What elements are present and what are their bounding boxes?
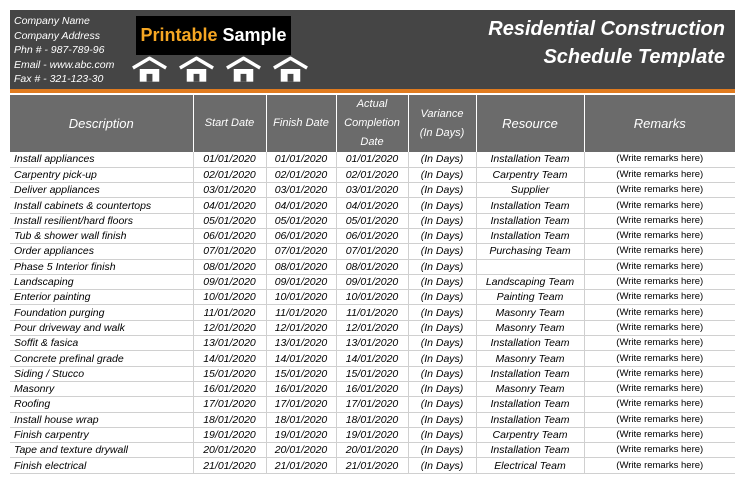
table-row	[10, 290, 735, 305]
cell-resource[interactable]: Carpentry Team	[476, 427, 584, 442]
cell-variance[interactable]: (In Days)	[408, 259, 476, 274]
cell-description[interactable]: Deliver appliances	[10, 183, 193, 198]
cell-description[interactable]: Enterior painting	[10, 290, 193, 305]
col-header-start-date: Start Date	[193, 95, 266, 152]
cell-variance[interactable]: (In Days)	[408, 274, 476, 289]
cell-finish-date[interactable]: 04/01/2020	[266, 198, 336, 213]
cell-actual-date[interactable]: 16/01/2020	[336, 381, 408, 396]
house-icon	[271, 54, 310, 84]
cell-start-date[interactable]: 11/01/2020	[193, 305, 266, 320]
cell-remarks[interactable]: (Write remarks here)	[584, 152, 735, 167]
cell-resource[interactable]: Painting Team	[476, 290, 584, 305]
cell-resource[interactable]: Installation Team	[476, 443, 584, 458]
cell-description[interactable]: Landscaping	[10, 274, 193, 289]
cell-remarks[interactable]: (Write remarks here)	[584, 183, 735, 198]
cell-remarks[interactable]: (Write remarks here)	[584, 167, 735, 182]
cell-variance[interactable]: (In Days)	[408, 305, 476, 320]
cell-actual-date[interactable]: 05/01/2020	[336, 213, 408, 228]
actual-line-3: Date	[360, 136, 384, 148]
cell-resource[interactable]: Masonry Team	[476, 351, 584, 366]
cell-actual-date[interactable]: 08/01/2020	[336, 259, 408, 274]
cell-remarks[interactable]: (Write remarks here)	[584, 213, 735, 228]
cell-remarks[interactable]: (Write remarks here)	[584, 274, 735, 289]
cell-resource[interactable]: Installation Team	[476, 366, 584, 381]
cell-resource[interactable]: Supplier	[476, 183, 584, 198]
cell-resource[interactable]: Installation Team	[476, 198, 584, 213]
table-row	[10, 244, 735, 259]
cell-resource[interactable]: Installation Team	[476, 228, 584, 243]
title-line-1: Residential Construction	[488, 18, 725, 40]
cell-description[interactable]: Foundation purging	[10, 305, 193, 320]
cell-remarks[interactable]: (Write remarks here)	[584, 458, 735, 473]
cell-variance[interactable]: (In Days)	[408, 320, 476, 335]
cell-description[interactable]: Order appliances	[10, 244, 193, 259]
cell-description[interactable]: Install house wrap	[10, 412, 193, 427]
cell-actual-date[interactable]: 03/01/2020	[336, 183, 408, 198]
table-row	[10, 274, 735, 289]
table-row	[10, 183, 735, 198]
table-header-row	[10, 95, 735, 152]
table-row	[10, 259, 735, 274]
cell-start-date[interactable]: 19/01/2020	[193, 427, 266, 442]
cell-actual-date[interactable]: 09/01/2020	[336, 274, 408, 289]
col-header-description: Description	[10, 95, 193, 152]
cell-resource[interactable]: Installation Team	[476, 336, 584, 351]
page-title	[488, 15, 725, 71]
cell-resource[interactable]: Purchasing Team	[476, 244, 584, 259]
cell-start-date[interactable]: 07/01/2020	[193, 244, 266, 259]
cell-remarks[interactable]: (Write remarks here)	[584, 412, 735, 427]
table-row	[10, 397, 735, 412]
cell-actual-date[interactable]: 20/01/2020	[336, 443, 408, 458]
cell-variance[interactable]: (In Days)	[408, 366, 476, 381]
cell-remarks[interactable]: (Write remarks here)	[584, 244, 735, 259]
cell-description[interactable]: Phase 5 Interior finish	[10, 259, 193, 274]
cell-resource[interactable]: Masonry Team	[476, 320, 584, 335]
cell-finish-date[interactable]: 18/01/2020	[266, 412, 336, 427]
cell-start-date[interactable]: 16/01/2020	[193, 381, 266, 396]
cell-finish-date[interactable]: 08/01/2020	[266, 259, 336, 274]
cell-variance[interactable]: (In Days)	[408, 244, 476, 259]
cell-start-date[interactable]: 09/01/2020	[193, 274, 266, 289]
house-icons	[130, 54, 310, 84]
cell-actual-date[interactable]: 14/01/2020	[336, 351, 408, 366]
cell-resource[interactable]: Installation Team	[476, 397, 584, 412]
company-phone: Phn # - 987-789-96	[14, 44, 105, 57]
cell-remarks[interactable]: (Write remarks here)	[584, 290, 735, 305]
cell-actual-date[interactable]: 10/01/2020	[336, 290, 408, 305]
cell-finish-date[interactable]: 16/01/2020	[266, 381, 336, 396]
table-row	[10, 198, 735, 213]
table-row	[10, 351, 735, 366]
cell-finish-date[interactable]: 02/01/2020	[266, 167, 336, 182]
table-row	[10, 427, 735, 442]
accent-divider	[10, 89, 735, 93]
cell-remarks[interactable]: (Write remarks here)	[584, 427, 735, 442]
cell-finish-date[interactable]: 14/01/2020	[266, 351, 336, 366]
logo-text-printable: Printable	[140, 25, 218, 45]
company-info	[14, 14, 114, 87]
cell-description[interactable]: Pour driveway and walk	[10, 320, 193, 335]
cell-resource[interactable]: Carpentry Team	[476, 167, 584, 182]
company-email: Email - www.abc.com	[14, 58, 115, 71]
table-row	[10, 366, 735, 381]
cell-finish-date[interactable]: 05/01/2020	[266, 213, 336, 228]
cell-start-date[interactable]: 10/01/2020	[193, 290, 266, 305]
cell-actual-date[interactable]: 19/01/2020	[336, 427, 408, 442]
house-icon	[224, 54, 263, 84]
col-header-finish-date: Finish Date	[266, 95, 336, 152]
cell-start-date[interactable]: 15/01/2020	[193, 366, 266, 381]
col-header-remarks: Remarks	[584, 95, 735, 152]
cell-actual-date[interactable]: 18/01/2020	[336, 412, 408, 427]
table-row	[10, 213, 735, 228]
cell-actual-date[interactable]: 21/01/2020	[336, 458, 408, 473]
cell-start-date[interactable]: 08/01/2020	[193, 259, 266, 274]
cell-description[interactable]: Soffit & fasica	[10, 336, 193, 351]
cell-description[interactable]: Finish electrical	[10, 458, 193, 473]
cell-resource[interactable]	[476, 259, 584, 274]
cell-resource[interactable]: Landscaping Team	[476, 274, 584, 289]
cell-remarks[interactable]: (Write remarks here)	[584, 259, 735, 274]
cell-finish-date[interactable]: 10/01/2020	[266, 290, 336, 305]
cell-resource[interactable]: Installation Team	[476, 412, 584, 427]
company-name: Company Name	[14, 15, 90, 27]
table-row	[10, 336, 735, 351]
cell-start-date[interactable]: 14/01/2020	[193, 351, 266, 366]
logo-text-sample: Sample	[222, 25, 287, 45]
table-row	[10, 167, 735, 182]
cell-actual-date[interactable]: 04/01/2020	[336, 198, 408, 213]
page-header	[10, 10, 735, 89]
cell-variance[interactable]: (In Days)	[408, 412, 476, 427]
cell-remarks[interactable]: (Write remarks here)	[584, 228, 735, 243]
cell-start-date[interactable]: 12/01/2020	[193, 320, 266, 335]
cell-remarks[interactable]: (Write remarks here)	[584, 198, 735, 213]
cell-remarks[interactable]: (Write remarks here)	[584, 397, 735, 412]
cell-description[interactable]: Install resilient/hard floors	[10, 213, 193, 228]
cell-description[interactable]: Finish carpentry	[10, 427, 193, 442]
cell-remarks[interactable]: (Write remarks here)	[584, 336, 735, 351]
col-header-resource: Resource	[476, 95, 584, 152]
cell-variance[interactable]: (In Days)	[408, 458, 476, 473]
cell-resource[interactable]: Masonry Team	[476, 305, 584, 320]
table-row	[10, 152, 735, 167]
cell-variance[interactable]: (In Days)	[408, 228, 476, 243]
cell-finish-date[interactable]: 19/01/2020	[266, 427, 336, 442]
cell-finish-date[interactable]: 07/01/2020	[266, 244, 336, 259]
title-line-2: Schedule Template	[543, 46, 725, 68]
cell-actual-date[interactable]: 13/01/2020	[336, 336, 408, 351]
cell-start-date[interactable]: 05/01/2020	[193, 213, 266, 228]
cell-actual-date[interactable]: 07/01/2020	[336, 244, 408, 259]
cell-finish-date[interactable]: 21/01/2020	[266, 458, 336, 473]
cell-variance[interactable]: (In Days)	[408, 152, 476, 167]
cell-description[interactable]: Install cabinets & countertops	[10, 198, 193, 213]
cell-variance[interactable]: (In Days)	[408, 397, 476, 412]
cell-variance[interactable]: (In Days)	[408, 290, 476, 305]
table-row	[10, 458, 735, 473]
cell-actual-date[interactable]: 01/01/2020	[336, 152, 408, 167]
cell-start-date[interactable]: 17/01/2020	[193, 397, 266, 412]
cell-variance[interactable]: (In Days)	[408, 336, 476, 351]
cell-resource[interactable]: Electrical Team	[476, 458, 584, 473]
cell-variance[interactable]: (In Days)	[408, 167, 476, 182]
cell-remarks[interactable]: (Write remarks here)	[584, 305, 735, 320]
cell-description[interactable]: Masonry	[10, 381, 193, 396]
cell-actual-date[interactable]: 15/01/2020	[336, 366, 408, 381]
table-body	[10, 152, 735, 473]
cell-variance[interactable]: (In Days)	[408, 183, 476, 198]
cell-start-date[interactable]: 21/01/2020	[193, 458, 266, 473]
cell-resource[interactable]: Installation Team	[476, 213, 584, 228]
variance-line-1: Variance	[420, 107, 464, 120]
cell-variance[interactable]: (In Days)	[408, 351, 476, 366]
cell-actual-date[interactable]: 06/01/2020	[336, 228, 408, 243]
house-icon	[130, 54, 169, 84]
table-row	[10, 443, 735, 458]
cell-resource[interactable]: Installation Team	[476, 152, 584, 167]
cell-finish-date[interactable]: 06/01/2020	[266, 228, 336, 243]
table-row	[10, 381, 735, 396]
cell-remarks[interactable]: (Write remarks here)	[584, 320, 735, 335]
cell-actual-date[interactable]: 17/01/2020	[336, 397, 408, 412]
cell-finish-date[interactable]: 20/01/2020	[266, 443, 336, 458]
cell-finish-date[interactable]: 09/01/2020	[266, 274, 336, 289]
cell-description[interactable]: Siding / Stucco	[10, 366, 193, 381]
cell-start-date[interactable]: 03/01/2020	[193, 183, 266, 198]
cell-start-date[interactable]: 18/01/2020	[193, 412, 266, 427]
cell-actual-date[interactable]: 02/01/2020	[336, 167, 408, 182]
cell-description[interactable]: Concrete prefinal grade	[10, 351, 193, 366]
cell-variance[interactable]: (In Days)	[408, 198, 476, 213]
table-row	[10, 320, 735, 335]
cell-remarks[interactable]: (Write remarks here)	[584, 443, 735, 458]
cell-description[interactable]: Tape and texture drywall	[10, 443, 193, 458]
cell-variance[interactable]: (In Days)	[408, 381, 476, 396]
cell-finish-date[interactable]: 13/01/2020	[266, 336, 336, 351]
actual-line-2: Completion	[344, 117, 400, 129]
cell-start-date[interactable]: 13/01/2020	[193, 336, 266, 351]
cell-finish-date[interactable]: 11/01/2020	[266, 305, 336, 320]
col-header-actual-completion-date	[336, 95, 408, 152]
actual-line-1: Actual	[356, 98, 388, 110]
cell-description[interactable]: Roofing	[10, 397, 193, 412]
schedule-table	[10, 95, 735, 474]
table-row	[10, 305, 735, 320]
table-row	[10, 228, 735, 243]
cell-resource[interactable]: Masonry Team	[476, 381, 584, 396]
variance-line-2: (In Days)	[419, 126, 465, 139]
cell-actual-date[interactable]: 11/01/2020	[336, 305, 408, 320]
cell-start-date[interactable]: 20/01/2020	[193, 443, 266, 458]
cell-start-date[interactable]: 02/01/2020	[193, 167, 266, 182]
cell-finish-date[interactable]: 17/01/2020	[266, 397, 336, 412]
cell-finish-date[interactable]: 12/01/2020	[266, 320, 336, 335]
col-header-variance	[408, 95, 476, 152]
cell-description[interactable]: Tub & shower wall finish	[10, 228, 193, 243]
cell-remarks[interactable]: (Write remarks here)	[584, 366, 735, 381]
cell-description[interactable]: Carpentry pick-up	[10, 167, 193, 182]
cell-remarks[interactable]: (Write remarks here)	[584, 381, 735, 396]
company-fax: Fax # - 321-123-30	[14, 73, 104, 86]
cell-variance[interactable]: (In Days)	[408, 213, 476, 228]
house-icon	[177, 54, 216, 84]
table-row	[10, 412, 735, 427]
cell-finish-date[interactable]: 03/01/2020	[266, 183, 336, 198]
cell-description[interactable]: Install appliances	[10, 152, 193, 167]
cell-start-date[interactable]: 04/01/2020	[193, 198, 266, 213]
cell-finish-date[interactable]: 01/01/2020	[266, 152, 336, 167]
cell-variance[interactable]: (In Days)	[408, 443, 476, 458]
cell-start-date[interactable]: 06/01/2020	[193, 228, 266, 243]
cell-finish-date[interactable]: 15/01/2020	[266, 366, 336, 381]
cell-variance[interactable]: (In Days)	[408, 427, 476, 442]
logo	[136, 16, 291, 55]
cell-start-date[interactable]: 01/01/2020	[193, 152, 266, 167]
cell-actual-date[interactable]: 12/01/2020	[336, 320, 408, 335]
company-address: Company Address	[14, 29, 100, 42]
cell-remarks[interactable]: (Write remarks here)	[584, 351, 735, 366]
